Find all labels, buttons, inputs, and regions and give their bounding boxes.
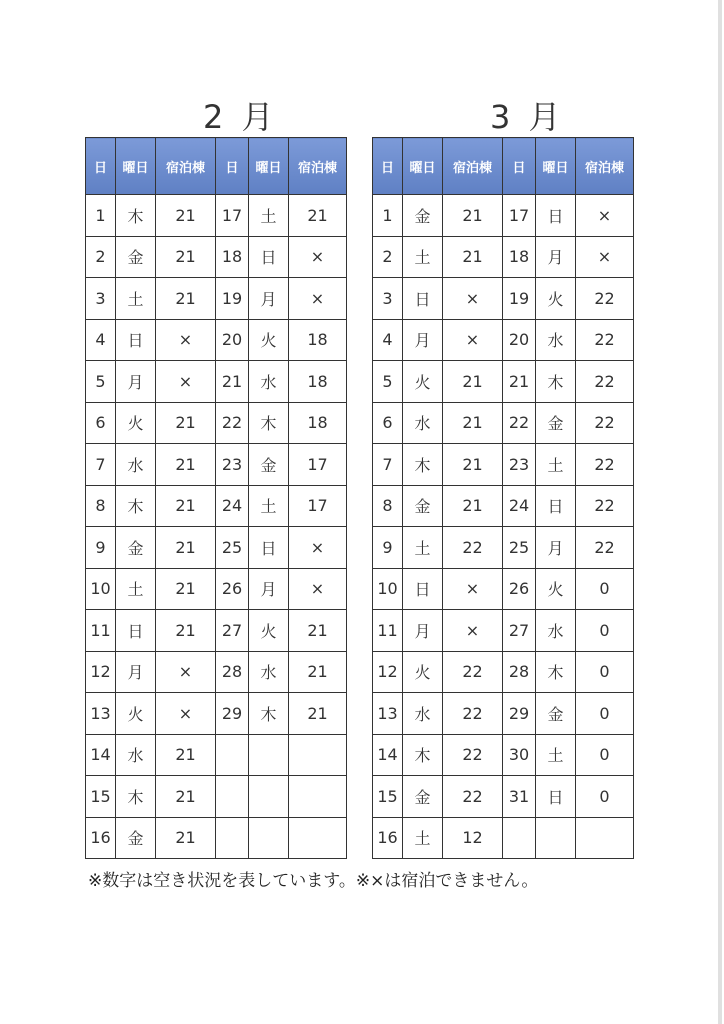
weekday-cell: 日 [116,610,156,652]
table-row [86,444,347,486]
weekday-cell: 水 [536,610,576,652]
header-day: 日 [216,138,249,195]
weekday-cell: 金 [116,236,156,278]
table-row [373,527,634,569]
february-title: 2 月 [203,98,278,136]
day-cell: 17 [216,195,249,237]
weekday-cell: 火 [536,568,576,610]
day-cell: 8 [86,485,116,527]
day-cell: 7 [86,444,116,486]
lodging-cell: × [289,568,347,610]
header-lodging: 宿泊棟 [156,138,216,195]
day-cell: 3 [86,278,116,320]
weekday-cell: 火 [249,319,289,361]
table-row [373,278,634,320]
weekday-cell: 日 [536,776,576,818]
header-weekday: 曜日 [116,138,156,195]
lodging-cell: 21 [443,485,503,527]
lodging-cell: 21 [156,444,216,486]
day-cell [216,734,249,776]
header-day: 日 [86,138,116,195]
weekday-cell: 水 [249,651,289,693]
day-cell: 29 [216,693,249,735]
lodging-cell: 22 [576,527,634,569]
weekday-cell [249,734,289,776]
table-row [86,610,347,652]
lodging-cell: 0 [576,734,634,776]
day-cell: 30 [503,734,536,776]
weekday-cell: 水 [116,444,156,486]
day-cell: 10 [373,568,403,610]
day-cell: 11 [86,610,116,652]
day-cell [503,817,536,859]
day-cell: 20 [216,319,249,361]
page-edge [718,0,722,1024]
weekday-cell [536,817,576,859]
lodging-cell [289,734,347,776]
weekday-cell: 木 [116,195,156,237]
weekday-cell: 月 [116,651,156,693]
lodging-cell: 21 [443,402,503,444]
table-row [373,776,634,818]
weekday-cell: 火 [403,361,443,403]
lodging-cell: 17 [289,485,347,527]
lodging-cell: × [156,651,216,693]
table-row [86,236,347,278]
lodging-cell: 21 [289,651,347,693]
day-cell: 27 [216,610,249,652]
table-row [373,693,634,735]
weekday-cell: 日 [249,236,289,278]
header-lodging: 宿泊棟 [443,138,503,195]
lodging-cell: 21 [443,195,503,237]
lodging-cell: × [156,361,216,403]
lodging-cell: × [443,319,503,361]
lodging-cell: 22 [443,776,503,818]
day-cell: 24 [503,485,536,527]
header-weekday: 曜日 [536,138,576,195]
weekday-cell: 土 [116,568,156,610]
lodging-cell: × [156,693,216,735]
weekday-cell: 金 [403,776,443,818]
lodging-cell: 21 [443,361,503,403]
lodging-cell: 21 [156,485,216,527]
march-calendar-table [372,137,634,859]
march-title: 3 月 [490,98,565,136]
header-weekday: 曜日 [403,138,443,195]
lodging-cell: 18 [289,402,347,444]
lodging-cell: 0 [576,568,634,610]
day-cell: 9 [86,527,116,569]
lodging-cell: 22 [576,444,634,486]
lodging-cell: 21 [443,444,503,486]
lodging-cell: 0 [576,693,634,735]
lodging-cell: 22 [576,361,634,403]
weekday-cell: 水 [249,361,289,403]
weekday-cell: 木 [249,693,289,735]
day-cell: 4 [86,319,116,361]
table-row [373,651,634,693]
day-cell: 4 [373,319,403,361]
table-row [373,361,634,403]
table-row [373,734,634,776]
weekday-cell: 土 [536,444,576,486]
day-cell: 28 [503,651,536,693]
day-cell: 29 [503,693,536,735]
day-cell: 17 [503,195,536,237]
day-cell: 18 [216,236,249,278]
day-cell [216,817,249,859]
table-row [86,485,347,527]
weekday-cell [249,817,289,859]
weekday-cell: 火 [249,610,289,652]
day-cell: 2 [86,236,116,278]
lodging-cell: 21 [156,402,216,444]
header-lodging: 宿泊棟 [576,138,634,195]
lodging-cell: 22 [576,278,634,320]
lodging-cell: 21 [156,278,216,320]
lodging-cell: 22 [576,402,634,444]
weekday-cell: 金 [116,817,156,859]
lodging-cell: 0 [576,651,634,693]
table-row [86,651,347,693]
weekday-cell: 日 [536,195,576,237]
weekday-cell: 月 [403,610,443,652]
weekday-cell: 木 [116,485,156,527]
table-row [86,361,347,403]
table-header-row [373,138,634,195]
weekday-cell: 土 [403,817,443,859]
weekday-cell: 金 [536,693,576,735]
table-row [86,527,347,569]
day-cell: 24 [216,485,249,527]
day-cell: 20 [503,319,536,361]
lodging-cell: × [156,319,216,361]
table-row [373,444,634,486]
day-cell: 28 [216,651,249,693]
weekday-cell: 土 [536,734,576,776]
lodging-cell: 22 [576,319,634,361]
day-cell: 26 [216,568,249,610]
lodging-cell: 21 [443,236,503,278]
weekday-cell: 金 [249,444,289,486]
day-cell: 15 [86,776,116,818]
table-row [373,319,634,361]
lodging-cell: 21 [156,195,216,237]
weekday-cell: 木 [536,651,576,693]
weekday-cell: 木 [249,402,289,444]
lodging-cell: 21 [156,236,216,278]
weekday-cell: 水 [403,693,443,735]
weekday-cell: 日 [403,568,443,610]
table-row [373,195,634,237]
lodging-cell: × [289,527,347,569]
weekday-cell: 火 [536,278,576,320]
table-row [373,485,634,527]
lodging-cell: × [576,236,634,278]
header-weekday: 曜日 [249,138,289,195]
weekday-cell: 土 [249,195,289,237]
lodging-cell: 21 [156,568,216,610]
lodging-cell [576,817,634,859]
weekday-cell: 金 [403,195,443,237]
weekday-cell: 火 [403,651,443,693]
table-row [373,402,634,444]
day-cell: 23 [216,444,249,486]
lodging-cell: 22 [443,693,503,735]
day-cell: 19 [216,278,249,320]
day-cell: 3 [373,278,403,320]
lodging-cell [289,776,347,818]
day-cell: 13 [86,693,116,735]
lodging-cell: × [576,195,634,237]
day-cell: 23 [503,444,536,486]
weekday-cell: 日 [403,278,443,320]
lodging-cell: × [289,236,347,278]
february-calendar-table [85,137,347,859]
weekday-cell: 土 [403,236,443,278]
weekday-cell: 火 [116,693,156,735]
table-row [373,610,634,652]
day-cell: 21 [216,361,249,403]
table-row [86,319,347,361]
day-cell: 22 [503,402,536,444]
table-row [86,568,347,610]
lodging-cell: 0 [576,610,634,652]
weekday-cell: 土 [403,527,443,569]
day-cell: 27 [503,610,536,652]
weekday-cell [249,776,289,818]
weekday-cell: 月 [249,568,289,610]
table-row [373,817,634,859]
day-cell: 25 [503,527,536,569]
lodging-cell [289,817,347,859]
day-cell: 2 [373,236,403,278]
day-cell: 12 [86,651,116,693]
lodging-cell: 22 [443,527,503,569]
table-row [86,693,347,735]
weekday-cell: 金 [403,485,443,527]
lodging-cell: 21 [156,527,216,569]
day-cell: 5 [373,361,403,403]
day-cell: 7 [373,444,403,486]
lodging-cell: 21 [156,610,216,652]
lodging-cell: 22 [443,651,503,693]
weekday-cell: 木 [403,734,443,776]
day-cell: 21 [503,361,536,403]
weekday-cell: 月 [536,236,576,278]
table-row [86,195,347,237]
lodging-cell: × [289,278,347,320]
table-row [373,236,634,278]
lodging-cell: 0 [576,776,634,818]
table-row [86,402,347,444]
lodging-cell: 12 [443,817,503,859]
day-cell: 6 [373,402,403,444]
weekday-cell: 水 [536,319,576,361]
header-lodging: 宿泊棟 [289,138,347,195]
lodging-cell: 18 [289,319,347,361]
lodging-cell: 21 [289,195,347,237]
day-cell [216,776,249,818]
weekday-cell: 水 [403,402,443,444]
weekday-cell: 木 [536,361,576,403]
weekday-cell: 月 [536,527,576,569]
day-cell: 5 [86,361,116,403]
table-row [86,817,347,859]
day-cell: 14 [86,734,116,776]
day-cell: 16 [86,817,116,859]
lodging-cell: 21 [289,610,347,652]
weekday-cell: 日 [116,319,156,361]
weekday-cell: 火 [116,402,156,444]
weekday-cell: 土 [116,278,156,320]
day-cell: 15 [373,776,403,818]
day-cell: 10 [86,568,116,610]
day-cell: 31 [503,776,536,818]
weekday-cell: 月 [249,278,289,320]
weekday-cell: 日 [249,527,289,569]
header-day: 日 [373,138,403,195]
lodging-cell: 22 [443,734,503,776]
lodging-cell: 17 [289,444,347,486]
table-row [373,568,634,610]
weekday-cell: 月 [403,319,443,361]
weekday-cell: 月 [116,361,156,403]
table-row [86,776,347,818]
lodging-cell: 21 [289,693,347,735]
lodging-cell: 21 [156,734,216,776]
weekday-cell: 水 [116,734,156,776]
weekday-cell: 金 [116,527,156,569]
lodging-cell: × [443,278,503,320]
header-day: 日 [503,138,536,195]
weekday-cell: 木 [116,776,156,818]
lodging-cell: 18 [289,361,347,403]
day-cell: 6 [86,402,116,444]
day-cell: 1 [373,195,403,237]
table-row [86,734,347,776]
day-cell: 13 [373,693,403,735]
day-cell: 16 [373,817,403,859]
weekday-cell: 金 [536,402,576,444]
lodging-cell: 21 [156,817,216,859]
day-cell: 25 [216,527,249,569]
day-cell: 22 [216,402,249,444]
day-cell: 18 [503,236,536,278]
lodging-cell: × [443,568,503,610]
lodging-cell: × [443,610,503,652]
table-header-row [86,138,347,195]
lodging-cell: 22 [576,485,634,527]
day-cell: 11 [373,610,403,652]
weekday-cell: 日 [536,485,576,527]
day-cell: 14 [373,734,403,776]
day-cell: 1 [86,195,116,237]
table-row [86,278,347,320]
day-cell: 12 [373,651,403,693]
day-cell: 26 [503,568,536,610]
day-cell: 8 [373,485,403,527]
day-cell: 9 [373,527,403,569]
availability-note: ※数字は空き状況を表しています。※×は宿泊できません。 [88,871,539,891]
weekday-cell: 土 [249,485,289,527]
lodging-cell: 21 [156,776,216,818]
weekday-cell: 木 [403,444,443,486]
day-cell: 19 [503,278,536,320]
